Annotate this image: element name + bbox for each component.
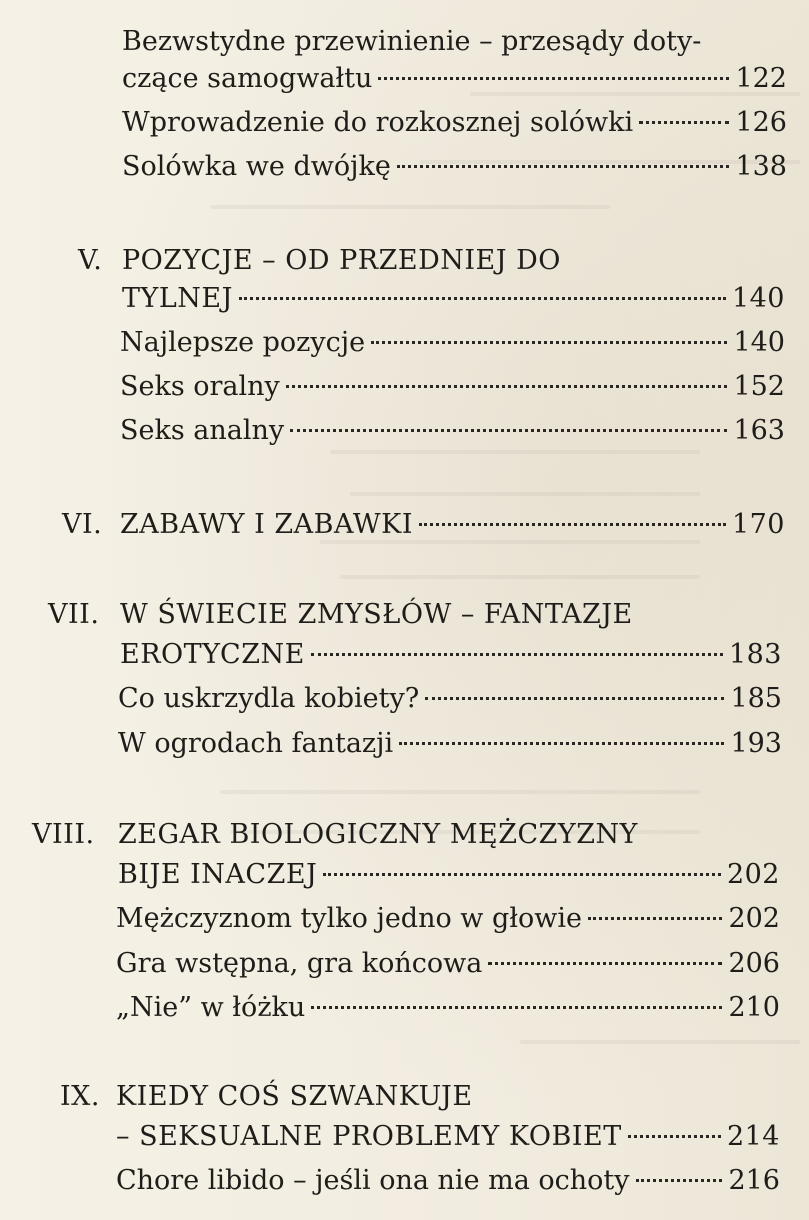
leader-dots bbox=[628, 1135, 721, 1138]
chapter-title: KIEDY COŚ SZWANKUJE bbox=[116, 1081, 473, 1112]
toc-entry-title: Wprowadzenie do rozkosznej solówki bbox=[122, 107, 634, 138]
chapter-title: EROTYCZNE bbox=[120, 639, 305, 670]
toc-entry bbox=[120, 414, 785, 448]
toc-entry bbox=[116, 991, 780, 1025]
toc-entry bbox=[122, 25, 732, 59]
chapter-title: – SEKSUALNE PROBLEMY KOBIET bbox=[116, 1121, 622, 1152]
toc-entry-title: Seks analny bbox=[120, 415, 285, 446]
toc-entry bbox=[116, 902, 780, 936]
toc-page-number: 152 bbox=[733, 371, 785, 402]
toc-entry-title: Gra wstępna, gra końcowa bbox=[116, 948, 483, 979]
leader-dots bbox=[371, 341, 727, 344]
toc-page-number: 140 bbox=[733, 327, 785, 358]
toc-chapter-heading bbox=[122, 282, 785, 316]
leader-dots bbox=[488, 962, 722, 965]
toc-page-number: 183 bbox=[728, 639, 782, 670]
toc-chapter-heading bbox=[62, 508, 785, 542]
toc-entry bbox=[122, 106, 787, 140]
toc-entry-title: Solówka we dwójkę bbox=[122, 151, 391, 182]
toc-entry-title: Bezwstydne przewinienie – przesądy doty- bbox=[122, 26, 702, 57]
toc-page-number: 216 bbox=[728, 1165, 780, 1196]
leader-dots bbox=[323, 873, 721, 876]
toc-chapter-heading bbox=[120, 638, 782, 672]
toc-entry-title: Chore libido – jeśli ona nie ma ochoty bbox=[116, 1165, 630, 1196]
toc-entry-title: Najlepsze pozycje bbox=[120, 327, 366, 358]
toc-entry bbox=[118, 727, 782, 761]
toc-entry-title: Co uskrzydla kobiety? bbox=[118, 683, 420, 714]
leader-dots bbox=[639, 121, 729, 124]
leader-dots bbox=[311, 1006, 722, 1009]
leader-dots bbox=[588, 917, 722, 920]
toc-page-number: 140 bbox=[731, 283, 785, 314]
toc-entry bbox=[120, 370, 785, 404]
toc-page-number: 122 bbox=[735, 63, 787, 94]
chapter-title: W ŚWIECIE ZMYSŁÓW – FANTAZJE bbox=[120, 599, 633, 630]
toc-chapter-heading bbox=[60, 1080, 560, 1114]
toc-entry bbox=[116, 947, 780, 981]
toc-page-number: 170 bbox=[731, 509, 785, 540]
toc-page-number: 138 bbox=[735, 151, 787, 182]
toc-entry-title: W ogrodach fantazji bbox=[118, 728, 394, 759]
leader-dots bbox=[286, 385, 728, 388]
chapter-title: ZABAWY I ZABAWKI bbox=[120, 509, 414, 540]
toc-entry bbox=[122, 150, 787, 184]
toc-page-number: 163 bbox=[733, 415, 785, 446]
chapter-title: POZYCJE – OD PRZEDNIEJ DO bbox=[122, 245, 561, 276]
chapter-numeral: IX. bbox=[60, 1081, 100, 1112]
leader-dots bbox=[425, 697, 724, 700]
toc-page-number: 206 bbox=[728, 948, 780, 979]
chapter-title: ZEGAR BIOLOGICZNY MĘŻCZYZNY bbox=[118, 819, 638, 850]
chapter-title: TYLNEJ bbox=[122, 283, 233, 314]
toc-entry bbox=[116, 1164, 780, 1198]
chapter-numeral: VIII. bbox=[32, 819, 95, 850]
chapter-numeral: VII. bbox=[48, 599, 100, 630]
toc-page-number: 210 bbox=[728, 992, 780, 1023]
leader-dots bbox=[378, 77, 729, 80]
chapter-title: BIJE INACZEJ bbox=[118, 859, 318, 890]
toc-page-number: 185 bbox=[730, 683, 782, 714]
toc-page-number: 214 bbox=[726, 1121, 780, 1152]
toc-chapter-heading bbox=[116, 1120, 780, 1154]
toc-chapter-heading bbox=[78, 244, 638, 278]
toc-page-number: 126 bbox=[735, 107, 787, 138]
toc-entry-title: Mężczyznom tylko jedno w głowie bbox=[116, 903, 583, 934]
toc-page-number: 202 bbox=[728, 903, 780, 934]
leader-dots bbox=[239, 297, 726, 300]
leader-dots bbox=[397, 165, 730, 168]
chapter-numeral: VI. bbox=[62, 509, 103, 540]
leader-dots bbox=[311, 653, 723, 656]
chapter-numeral: V. bbox=[78, 245, 103, 276]
leader-dots bbox=[636, 1179, 723, 1182]
toc-entry-title: czące samogwałtu bbox=[122, 63, 373, 94]
toc-entry bbox=[122, 62, 787, 96]
toc-entry-title: Seks oralny bbox=[120, 371, 280, 402]
toc-chapter-heading bbox=[48, 598, 688, 632]
toc-chapter-heading bbox=[118, 858, 780, 892]
leader-dots bbox=[399, 742, 724, 745]
toc-page-number: 202 bbox=[726, 859, 780, 890]
toc-page-number: 193 bbox=[730, 728, 782, 759]
leader-dots bbox=[419, 523, 726, 526]
toc-entry bbox=[120, 326, 785, 360]
toc-entry-title: „Nie” w łóżku bbox=[116, 992, 306, 1023]
toc-chapter-heading bbox=[32, 818, 692, 852]
toc-entry bbox=[118, 682, 782, 716]
leader-dots bbox=[290, 429, 727, 432]
